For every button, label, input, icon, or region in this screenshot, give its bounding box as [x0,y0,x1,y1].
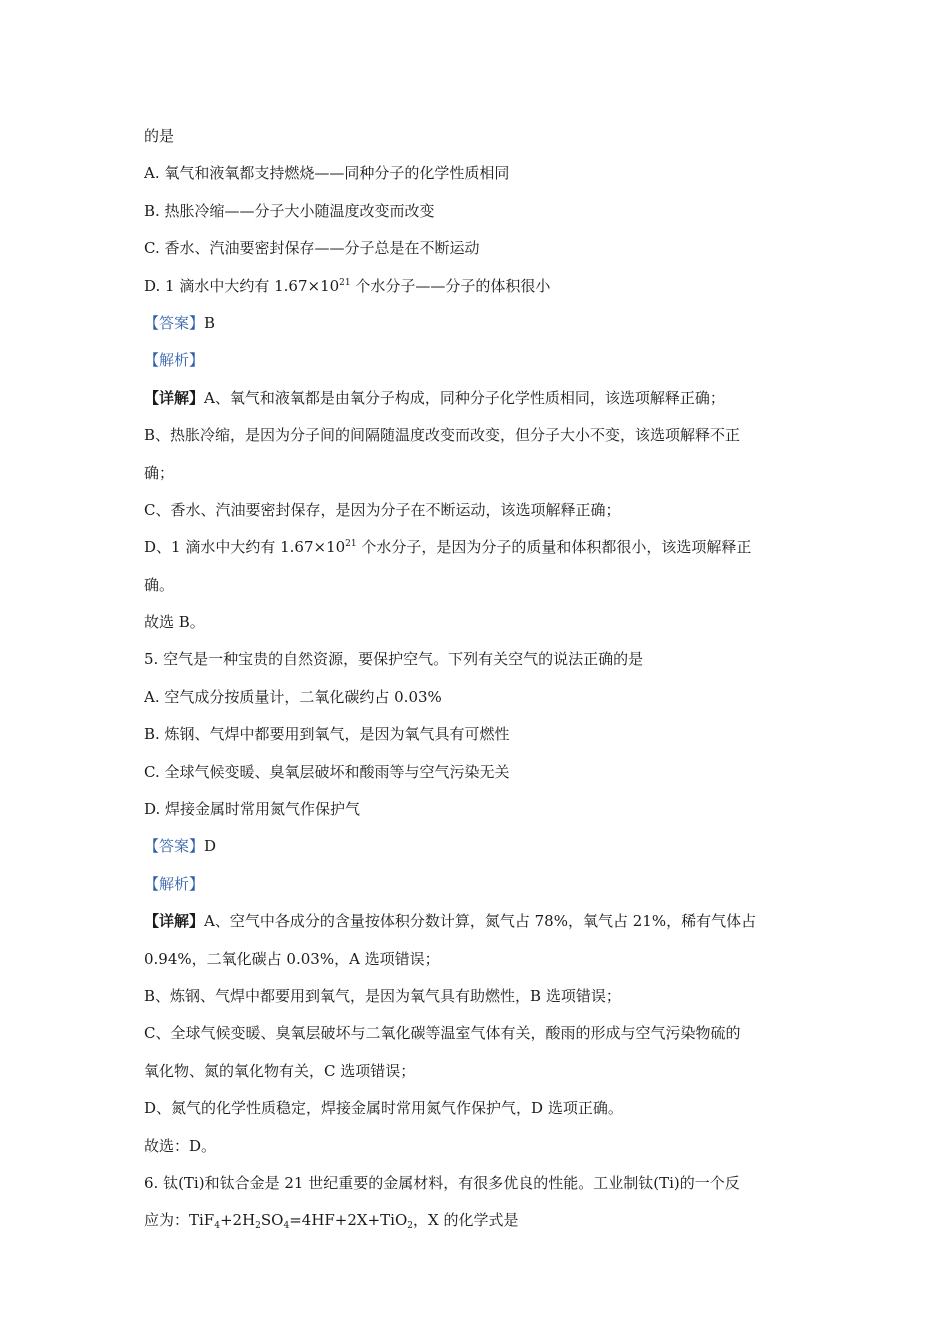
q4-detail-label: 【详解】 [144,388,205,407]
q6-eq-subscript-3: 4 [283,1221,290,1232]
q5-answer-value: D [204,837,217,856]
q5-option-c: C. 全球气候变暖、臭氧层破坏和酸雨等与空气污染无关 [144,762,510,781]
q4-detail-line-3: 确； [144,463,175,482]
q4-option-d-text-end: 个水分子——分子的体积很小 [350,276,551,295]
q6-stem-line-1: 6. 钛(Ti)和钛合金是 21 世纪重要的金属材料，有很多优良的性能。工业制钛(Ti)的一个反 [144,1173,740,1192]
q4-detail-d-exponent: 21 [345,539,357,550]
q4-analysis [144,342,814,379]
q5-detail-line-6: D、氮气的化学性质稳定，焊接金属时常用氮气作保护气，D 选项正确。 [144,1099,623,1118]
q4-option-d-text: D. 1 滴水中大约有 1.67×10 [144,276,340,295]
q4-analysis-label: 【解析】 [144,351,205,370]
q6-eq-part-4: =4HF+2X+TiO [289,1211,408,1230]
q4-option-b: B. 热胀冷缩——分子大小随温度改变而改变 [144,201,435,220]
q6-eq-part-3: SO [260,1211,284,1230]
q6-eq-subscript-2: 2 [255,1221,261,1232]
q4-option-a: A. 氧气和液氧都支持燃烧——同种分子的化学性质相同 [144,164,510,183]
q6-eq-subscript-4: 2 [407,1221,413,1232]
q6-eq-part-2: +2H [219,1211,256,1230]
q4-detail-d-text-end: 个水分子，是因为分子的质量和体积都很小，该选项解释正 [356,538,752,557]
q6-eq-subscript-1: 4 [214,1221,220,1232]
q4-stem-tail: 的是 [144,127,175,145]
q5-conclusion: 故选：D。 [144,1136,217,1155]
q5-detail-line-2: 0.94%，二氧化碳占 0.03%，A 选项错误； [144,949,440,968]
q5-answer [144,828,814,865]
q6-stem-line-2 [144,1202,814,1239]
q4-conclusion: 故选 B。 [144,613,205,632]
q5-option-d: D. 焊接金属时常用氮气作保护气 [144,800,361,819]
q6-eq-part-5: ，X 的化学式是 [413,1211,519,1230]
document-content [144,118,814,1240]
q4-option-c: C. 香水、汽油要密封保存——分子总是在不断运动 [144,239,480,258]
q4-detail-line-1 [144,380,814,417]
q5-detail-line-3: B、炼钢、气焊中都要用到氧气，是因为氧气具有助燃性，B 选项错误； [144,986,621,1005]
q4-detail-line-4: C、香水、汽油要密封保存，是因为分子在不断运动，该选项解释正确； [144,500,621,519]
q4-detail-d-text: D、1 滴水中大约有 1.67×10 [144,538,346,557]
q5-detail-line-4: C、全球气候变暖、臭氧层破坏与二氧化碳等温室气体有关，酸雨的形成与空气污染物硫的 [144,1024,741,1043]
q6-eq-part-1: 应为：TiF [144,1211,215,1230]
q5-detail-line-5: 氧化物、氮的氧化物有关，C 选项错误； [144,1061,416,1080]
q5-detail-text-1: A、空气中各成分的含量按体积分数计算，氮气占 78%，氧气占 21%，稀有气体占 [204,912,757,931]
q4-answer-label: 【答案】 [144,313,205,332]
q5-detail-label: 【详解】 [144,912,205,931]
q4-answer-value: B [204,313,216,332]
q4-option-d-exponent: 21 [339,277,351,288]
q5-stem: 5. 空气是一种宝贵的自然资源，要保护空气。下列有关空气的说法正确的是 [144,650,644,669]
q5-detail-line-1 [144,903,814,940]
q4-option-d [144,268,814,305]
q4-detail-line-2: B、热胀冷缩，是因为分子间的间隔随温度改变而改变，但分子大小不变，该选项解释不正 [144,426,741,445]
q4-detail-line-5 [144,529,814,566]
q4-detail-line-6: 确。 [144,575,175,594]
q5-option-a: A. 空气成分按质量计，二氧化碳约占 0.03% [144,687,442,706]
q4-detail-text-1: A、氧气和液氧都是由氧分子构成，同种分子化学性质相同，该选项解释正确； [204,388,725,407]
q5-answer-label: 【答案】 [144,837,205,856]
q5-analysis-label: 【解析】 [144,874,205,893]
q4-answer [144,305,814,342]
q5-option-b: B. 炼钢、气焊中都要用到氧气，是因为氧气具有可燃性 [144,725,510,744]
q5-analysis [144,866,814,903]
